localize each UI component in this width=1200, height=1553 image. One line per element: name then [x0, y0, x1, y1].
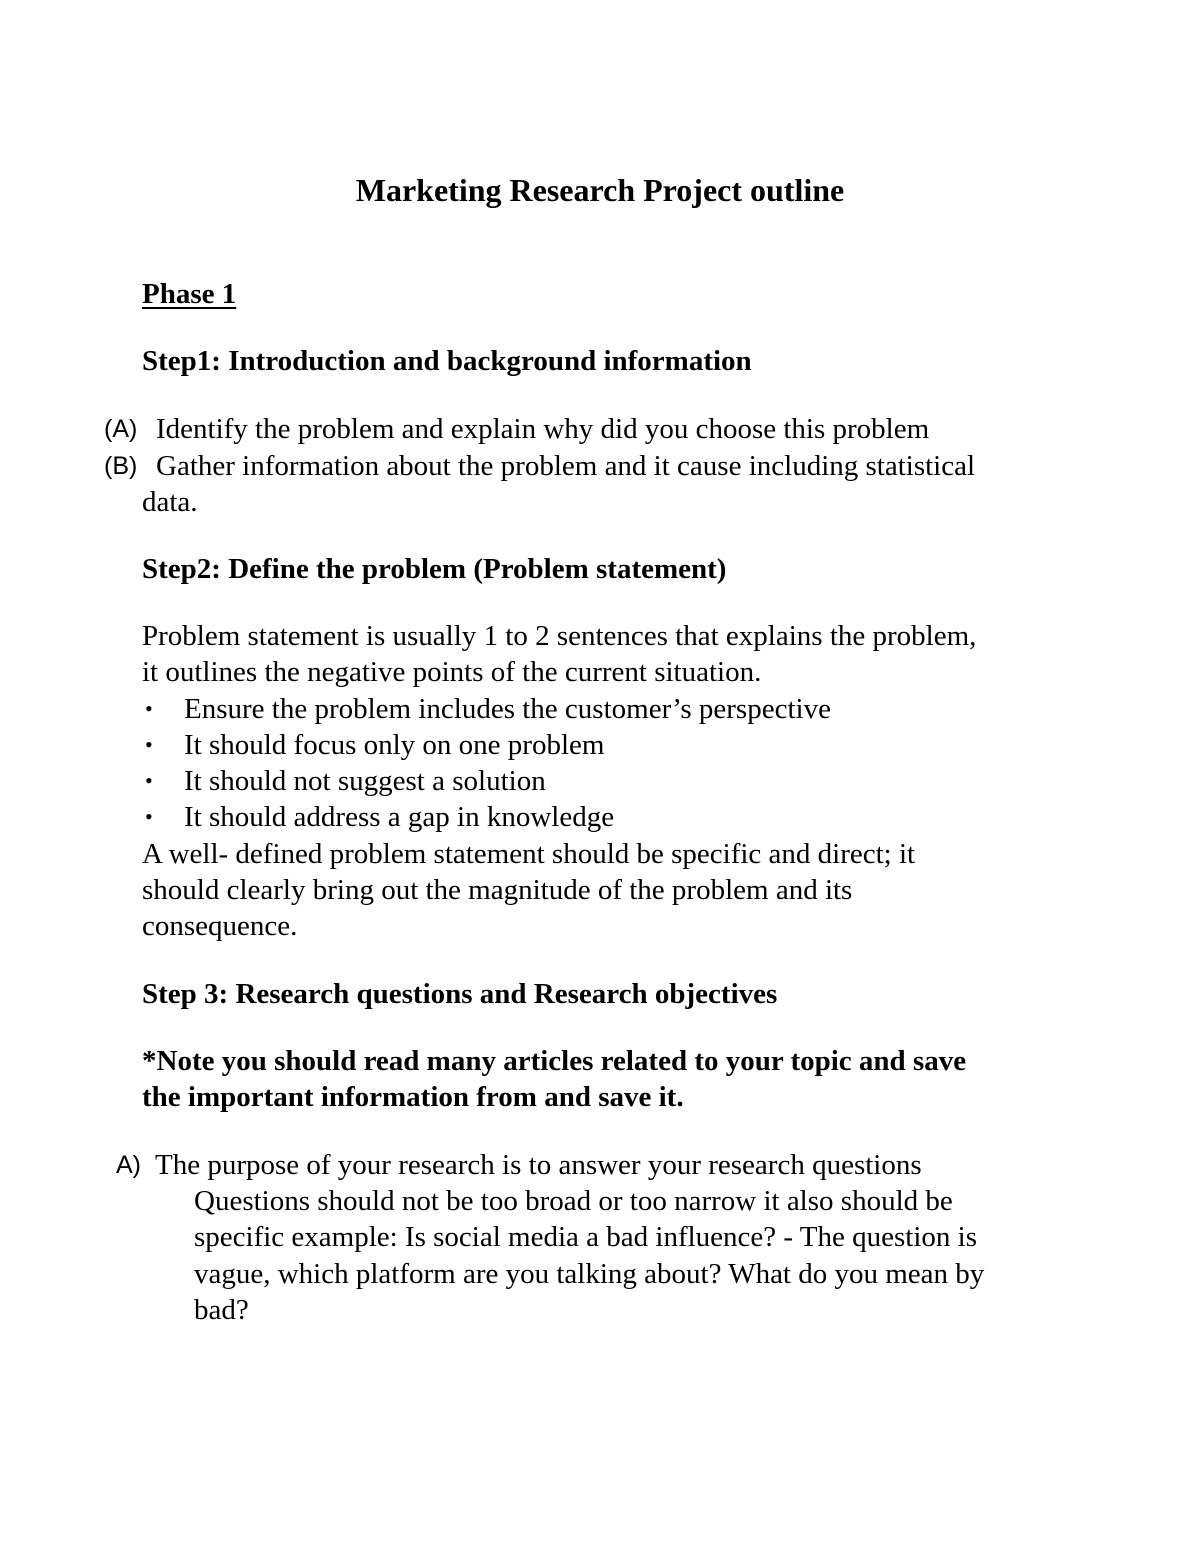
step1-heading: Step1: Introduction and background information: [142, 345, 752, 377]
document-title: Marketing Research Project outline: [355, 172, 845, 208]
bullet-icon: •: [145, 768, 153, 793]
bullet-icon: •: [145, 804, 153, 829]
step3-item-a-continuation: specific example: Is social media a bad influence? - The question is: [194, 1221, 977, 1253]
step2-intro-line: it outlines the negative points of the current situation.: [142, 656, 762, 688]
step2-heading: Step2: Define the problem (Problem statement): [142, 553, 727, 585]
step2-bullet-item: It should not suggest a solution: [184, 765, 546, 797]
bullet-icon: •: [145, 732, 153, 757]
step2-bullet-item: Ensure the problem includes the customer’s perspective: [184, 693, 831, 725]
step3-note-line: the important information from and save it.: [142, 1081, 684, 1113]
step1-item-b-text-cont: data.: [142, 486, 198, 518]
step3-item-a-text: The purpose of your research is to answer your research questions: [155, 1149, 922, 1181]
step2-closing-line: A well- defined problem statement should be specific and direct; it: [142, 838, 916, 870]
step1-item-b-text: Gather information about the problem and it cause including statistical: [156, 450, 976, 482]
step2-bullet-item: It should address a gap in knowledge: [184, 801, 615, 833]
item-marker-b: (B): [104, 452, 138, 480]
step1-item-a-text: Identify the problem and explain why did you choose this problem: [156, 413, 930, 445]
item-marker-a: (A): [104, 415, 138, 443]
step2-closing-line: consequence.: [142, 910, 298, 942]
item-marker-a: A): [116, 1151, 141, 1179]
step3-item-a-continuation: bad?: [194, 1294, 249, 1326]
step3-item-a-continuation: Questions should not be too broad or too narrow it also should be: [194, 1185, 953, 1217]
step2-closing-line: should clearly bring out the magnitude of the problem and its: [142, 874, 853, 906]
step2-intro-line: Problem statement is usually 1 to 2 sentences that explains the problem,: [142, 620, 977, 652]
step2-bullet-item: It should focus only on one problem: [184, 729, 605, 761]
bullet-icon: •: [145, 696, 153, 721]
step3-heading: Step 3: Research questions and Research objectives: [142, 978, 778, 1010]
phase-heading: Phase 1: [142, 278, 237, 310]
step3-note-line: *Note you should read many articles related to your topic and save: [142, 1045, 967, 1077]
step3-item-a-continuation: vague, which platform are you talking about? What do you mean by: [194, 1258, 985, 1290]
